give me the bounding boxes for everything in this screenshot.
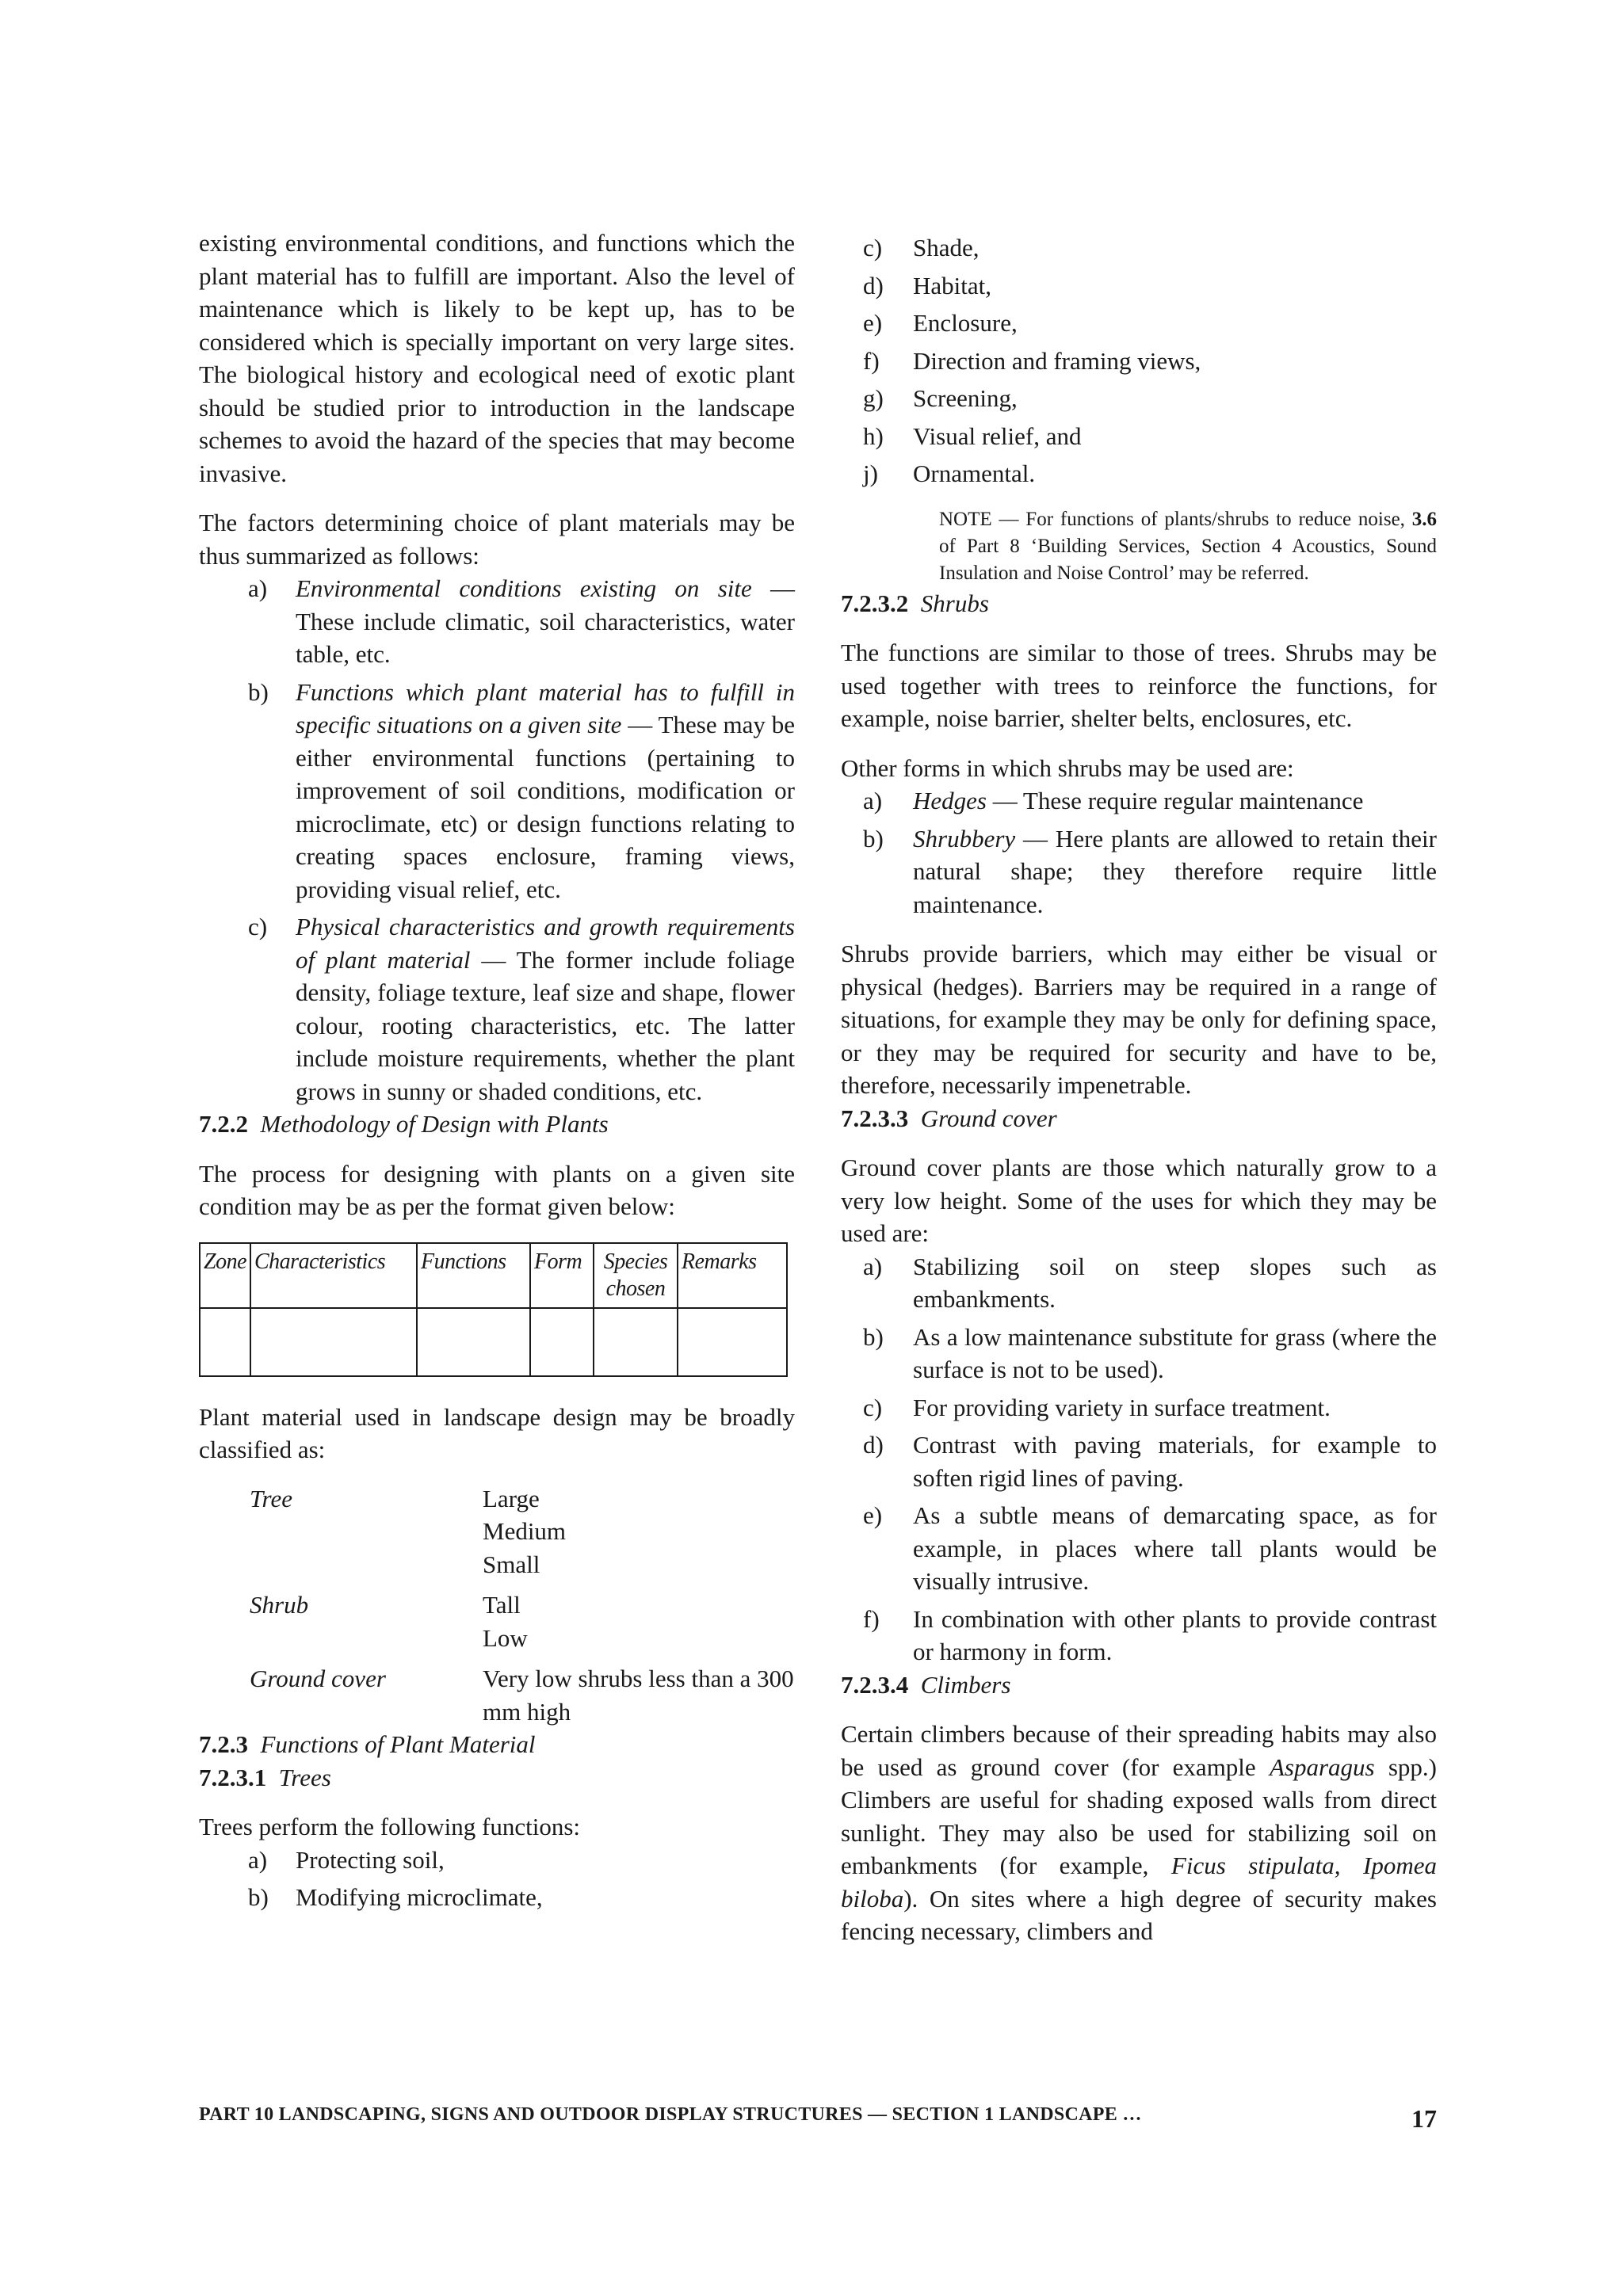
item-title: Shrubbery	[913, 824, 1016, 852]
item-text: Screening,	[913, 384, 1018, 412]
item-text: Protecting soil,	[296, 1845, 445, 1874]
list-marker: j)	[863, 460, 878, 487]
list-marker: b)	[248, 677, 269, 706]
classification-size: Large	[483, 1484, 540, 1512]
list-marker: c)	[248, 913, 268, 940]
item-title: Environmental conditions existing on site	[296, 574, 752, 602]
item-text: Shade,	[913, 234, 980, 261]
section-number: 7.2.3.1	[199, 1763, 267, 1791]
item-text: For providing variety in surface treatment.	[913, 1393, 1331, 1421]
paragraph: The process for designing with plants on a given site condition may be as per the format given below:	[199, 1159, 795, 1220]
item-text: Modifying microclimate,	[296, 1883, 543, 1911]
list-item	[841, 382, 1437, 415]
section-title: Trees	[278, 1763, 331, 1791]
table-header-row	[200, 1243, 787, 1308]
list-item	[841, 269, 1437, 303]
paragraph: Trees perform the following functions:	[199, 1813, 580, 1840]
item-text: — These include climatic, soil characteristics, water table, etc.	[296, 574, 796, 668]
list-item	[841, 307, 1437, 340]
section-title: Ground cover	[920, 1104, 1057, 1132]
list-marker: e)	[863, 309, 883, 337]
table-cell	[530, 1308, 594, 1376]
paragraph: Shrubs provide barriers, which may either be visual or physical (hedges). Barriers may be required in a range of situations, for example they may be only for defining space, or they may be required for security and have to be, therefore, necessarily impenetrable.	[841, 940, 1437, 1099]
classification-size: Very low shrubs less than a 300 mm high	[483, 1665, 794, 1726]
section-title: Functions of Plant Material	[260, 1730, 536, 1758]
list-item	[841, 784, 1437, 818]
list-marker: c)	[863, 1393, 883, 1421]
item-title: Hedges	[913, 787, 987, 814]
list-item	[841, 1499, 1437, 1598]
list-item	[841, 345, 1437, 378]
list-item	[841, 1321, 1437, 1386]
item-text: Enclosure,	[913, 309, 1018, 337]
classification-type: Tree	[250, 1484, 292, 1512]
section-heading-7-2-2	[199, 1108, 795, 1141]
table-cell	[200, 1308, 250, 1376]
classification-size: Medium	[483, 1517, 567, 1545]
item-text: Direction and framing views,	[913, 346, 1201, 375]
list-item	[199, 572, 795, 671]
table-header-cell: Remarks	[678, 1243, 787, 1308]
item-text: As a low maintenance substitute for grass (where the surface is not to be used).	[913, 1322, 1437, 1383]
table-header-cell: Zone	[200, 1243, 250, 1308]
item-text: — Here plants are allowed to retain their natural shape; they therefore require little maintenance.	[913, 824, 1437, 918]
list-marker: a)	[863, 787, 883, 814]
list-marker: g)	[863, 384, 884, 412]
paragraph: existing environmental conditions, and functions which the plant material has to fulfill are important. Also the level of maintenance which is likely to be kept up, has to be considered which is specially important on very large sites. The biological history and ecological need of exotic plant should be studied prior to introduction in the landscape schemes to avoid the hazard of the species that may become invasive.	[199, 229, 795, 487]
list-marker: a)	[248, 1845, 268, 1874]
list-marker: d)	[863, 271, 884, 299]
list-item	[841, 1603, 1437, 1669]
ground-cover-uses-list	[841, 1250, 1437, 1669]
classification-size: Tall	[483, 1591, 521, 1619]
right-column	[841, 227, 1437, 1948]
item-title: Physical characteristics and growth requirements of plant material	[296, 913, 795, 974]
table-header-cell: Functions	[417, 1243, 530, 1308]
left-column	[199, 227, 795, 1914]
section-number: 7.2.2	[199, 1110, 248, 1138]
item-text: Habitat,	[913, 271, 991, 299]
paragraph: Plant material used in landscape design may be broadly classified as:	[199, 1402, 795, 1463]
table-header-cell: Species chosen	[594, 1243, 678, 1308]
section-number: 7.2.3.2	[841, 589, 909, 617]
list-marker: a)	[248, 574, 268, 602]
list-item	[841, 420, 1437, 453]
section-number: 7.2.3	[199, 1730, 248, 1758]
list-item	[841, 1391, 1437, 1425]
item-text: — These require regular maintenance	[986, 787, 1364, 814]
tree-functions-list-continued	[841, 231, 1437, 490]
item-text: — These may be either environmental functions (pertaining to improvement of soil conditions, modification or microclimate, etc) or design functions relating to creating spaces enclosure, framing views, providing visual relief, etc.	[296, 711, 795, 903]
list-marker: b)	[248, 1883, 269, 1911]
note: NOTE — For functions of plants/shrubs to reduce noise, 3.6 of Part 8 ‘Building Services, Section 4 Acoustics, Sound Insulation and Noise Control’ may be referred.	[939, 508, 1437, 584]
factors-list	[199, 572, 795, 1108]
list-marker: c)	[863, 234, 883, 261]
table-cell	[250, 1308, 417, 1376]
item-title: Functions which plant material has to fulfill in specific situations on a given site	[296, 677, 795, 738]
item-text: Ornamental.	[913, 460, 1036, 487]
section-heading-7-2-3-3	[841, 1102, 1437, 1135]
list-item	[841, 1428, 1437, 1494]
paragraph: Other forms in which shrubs may be used are:	[841, 753, 1294, 782]
list-item	[841, 231, 1437, 265]
list-item	[199, 910, 795, 1108]
item-text: Stabilizing soil on steep slopes such as embankments.	[913, 1252, 1437, 1313]
list-item	[841, 1250, 1437, 1316]
plant-classification	[250, 1482, 795, 1729]
section-number: 7.2.3.3	[841, 1104, 909, 1132]
table-cell	[417, 1308, 530, 1376]
table-header-cell: Form	[530, 1243, 594, 1308]
section-title: Climbers	[920, 1670, 1011, 1699]
item-text: — The former include foliage density, foliage texture, leaf size and shape, flower colour, rooting characteristics, etc. The latter include moisture requirements, whether the plant grows in sunny or shaded conditions, etc.	[296, 945, 796, 1105]
list-marker: h)	[863, 421, 884, 450]
paragraph: Certain climbers because of their spreading habits may also be used as ground cover (for example Asparagus spp.) Climbers are useful for shading exposed walls from direct sunlight. They may also be used for stabilizing soil on embankments (for example, Ficus stipulata, Ipomea biloba). On sites where a high degree of security makes fencing necessary, climbers and	[841, 1720, 1438, 1945]
list-item	[841, 457, 1437, 490]
table-row	[200, 1308, 787, 1376]
item-text: Visual relief, and	[913, 421, 1082, 450]
list-item	[199, 1881, 795, 1914]
paragraph: The factors determining choice of plant materials may be thus summarized as follows:	[199, 509, 795, 570]
list-item	[199, 1844, 795, 1877]
classification-type: Ground cover	[250, 1665, 386, 1692]
footer-title: PART 10 LANDSCAPING, SIGNS AND OUTDOOR DISPLAY STRUCTURES — SECTION 1 LANDSCAPE …	[199, 2104, 1142, 2125]
section-title: Shrubs	[920, 589, 989, 617]
table-cell	[678, 1308, 787, 1376]
list-marker: d)	[863, 1431, 884, 1459]
page-footer	[199, 2104, 1437, 2134]
classification-size: Small	[483, 1550, 540, 1578]
section-title: Methodology of Design with Plants	[260, 1110, 609, 1138]
paragraph: The functions are similar to those of trees. Shrubs may be used together with trees to reinforce the functions, for example, noise barrier, shelter belts, enclosures, etc.	[841, 639, 1437, 732]
paragraph: Ground cover plants are those which naturally grow to a very low height. Some of the uses for which they may be used are:	[841, 1154, 1437, 1247]
list-marker: f)	[863, 346, 880, 375]
section-heading-7-2-3	[199, 1728, 795, 1761]
design-format-table	[199, 1242, 788, 1377]
section-heading-7-2-3-2	[841, 587, 1437, 620]
item-text: In combination with other plants to provide contrast or harmony in form.	[913, 1604, 1437, 1665]
section-heading-7-2-3-4	[841, 1669, 1437, 1702]
tree-functions-list	[199, 1844, 795, 1914]
classification-type: Shrub	[250, 1591, 309, 1619]
list-marker: b)	[863, 1322, 884, 1351]
table-header-cell: Characteristics	[250, 1243, 417, 1308]
item-text: As a subtle means of demarcating space, as for example, in places where tall plants would be visually intrusive.	[913, 1501, 1437, 1595]
list-marker: e)	[863, 1501, 883, 1529]
list-marker: f)	[863, 1604, 880, 1633]
list-item	[199, 676, 795, 906]
classification-size: Low	[483, 1623, 528, 1652]
page-number: 17	[1411, 2104, 1437, 2133]
item-text: Contrast with paving materials, for example to soften rigid lines of paving.	[913, 1431, 1437, 1492]
shrub-forms-list	[841, 784, 1437, 921]
list-marker: a)	[863, 1252, 883, 1280]
list-item	[841, 822, 1437, 921]
section-heading-7-2-3-1	[199, 1761, 795, 1794]
list-marker: b)	[863, 824, 884, 852]
table-cell	[594, 1308, 678, 1376]
section-number: 7.2.3.4	[841, 1670, 909, 1699]
